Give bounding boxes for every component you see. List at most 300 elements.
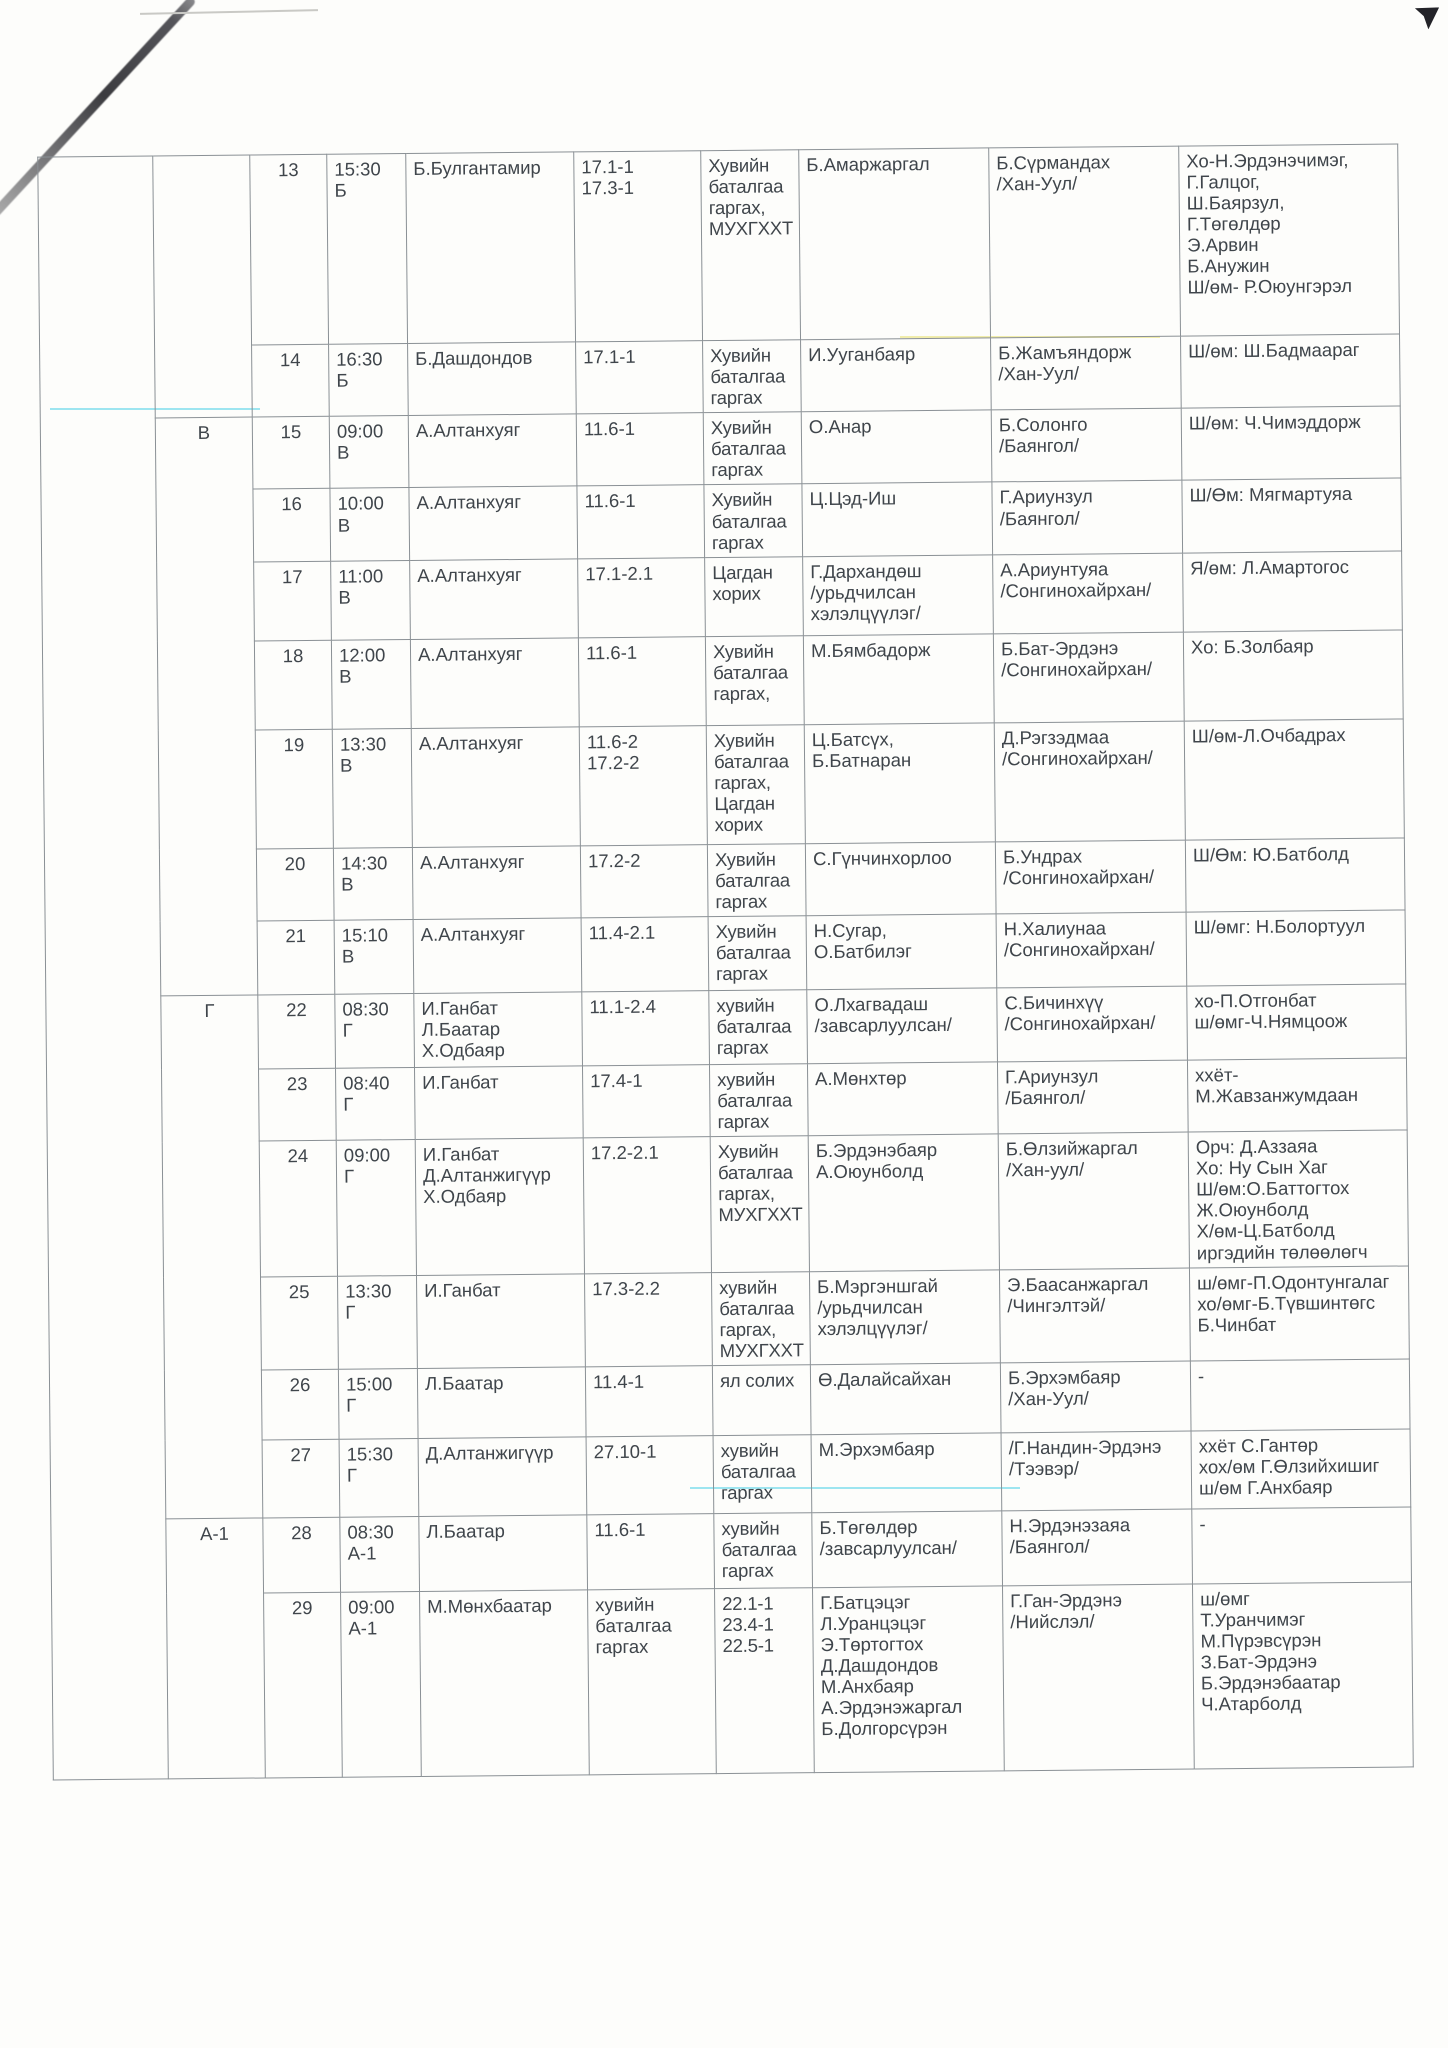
text-line: /Г.Нандин-Эрдэнэ bbox=[1008, 1435, 1162, 1459]
text-line: Э.Баасанжаргал bbox=[1007, 1272, 1149, 1295]
text-line: хувийн bbox=[720, 1439, 779, 1462]
text-line: ш/өмг-Ч.Нямцоож bbox=[1194, 1010, 1348, 1033]
time-cell bbox=[337, 1275, 417, 1369]
text-line: /Баянгол/ bbox=[1009, 1535, 1090, 1558]
text-line: 22 bbox=[286, 998, 307, 1021]
text-line: гаргах bbox=[716, 962, 768, 985]
text-line: хох/өм Г.Өлзийхишиг bbox=[1198, 1454, 1380, 1478]
text-line: Г bbox=[346, 1464, 358, 1486]
text-line: И.Ганбат bbox=[424, 1278, 501, 1301]
text-line: ххёт С.Гантөр bbox=[1198, 1434, 1319, 1457]
text-line: Э.Төртогтох bbox=[820, 1633, 924, 1656]
text-line: 11.1-2.4 bbox=[589, 995, 657, 1018]
person-cell bbox=[802, 482, 993, 556]
row-number-cell bbox=[250, 154, 329, 345]
text-line: /Сонгинохайрхан/ bbox=[1001, 657, 1153, 681]
text-line: МУХГХХТ bbox=[719, 1339, 804, 1361]
text-line: Х.Одбаяр bbox=[423, 1185, 507, 1208]
judge-cell bbox=[408, 414, 577, 488]
text-line: 15:00 bbox=[345, 1373, 393, 1395]
corner-mark-artifact bbox=[1413, 5, 1439, 30]
text-line: 11.4-2.1 bbox=[588, 921, 656, 944]
text-line: В bbox=[341, 945, 355, 967]
text-line: 11.6-2 bbox=[586, 730, 639, 753]
text-line: В bbox=[339, 754, 353, 776]
text-line: 13:30 bbox=[345, 1279, 392, 1302]
text-line: Б.Эрдэнэбаатар bbox=[1200, 1671, 1341, 1694]
text-line: /Сонгинохайрхан/ bbox=[1001, 746, 1153, 770]
text-line: Хувийн bbox=[710, 416, 772, 439]
row-number-cell bbox=[263, 1517, 341, 1593]
scan-line-artifact bbox=[140, 9, 318, 15]
prosecutor-district-cell bbox=[993, 632, 1184, 723]
participants-cell bbox=[1179, 144, 1400, 336]
prosecutor-district-cell bbox=[991, 336, 1182, 410]
text-line: А-1 bbox=[347, 1542, 377, 1564]
text-line: Н.Сугар, bbox=[813, 919, 887, 942]
text-line: Хувийн bbox=[714, 848, 776, 870]
participants-cell bbox=[1185, 838, 1405, 912]
case-number-cell bbox=[578, 557, 706, 637]
judge-cell bbox=[411, 727, 580, 848]
judge-cell bbox=[415, 1138, 584, 1275]
participants-cell bbox=[1187, 984, 1407, 1060]
text-line: Б.Бат-Эрдэнэ bbox=[1000, 636, 1119, 660]
participants-cell bbox=[1182, 478, 1402, 552]
group-label-cell bbox=[166, 1518, 265, 1779]
text-line: гаргах bbox=[711, 459, 763, 481]
hearing-type-cell bbox=[710, 1136, 809, 1272]
text-line: баталгаа bbox=[717, 1089, 793, 1112]
judge-cell bbox=[408, 342, 577, 416]
text-line: М.Эрхэмбаяр bbox=[818, 1437, 935, 1461]
text-line: - bbox=[1199, 1513, 1206, 1535]
text-line: хувийн bbox=[719, 1276, 778, 1298]
text-line: 29 bbox=[291, 1596, 313, 1619]
text-line: /Сонгинохайрхан/ bbox=[1000, 578, 1152, 602]
judge-cell bbox=[410, 638, 579, 729]
text-line: В bbox=[338, 586, 351, 608]
text-line: хувийн bbox=[716, 994, 775, 1017]
text-line: З.Бат-Эрдэнэ bbox=[1200, 1650, 1318, 1673]
time-cell bbox=[327, 154, 408, 345]
case-number-cell bbox=[585, 1366, 713, 1437]
text-line: Г bbox=[345, 1301, 356, 1323]
case-number-cell bbox=[580, 844, 708, 917]
row-number-cell bbox=[252, 344, 330, 417]
text-line: В bbox=[336, 441, 350, 464]
row-number-cell bbox=[254, 640, 332, 730]
row-number-cell bbox=[260, 1276, 338, 1370]
judge-cell bbox=[419, 1515, 588, 1592]
text-line: баталгаа bbox=[713, 661, 789, 683]
text-line: Б.Төгөлдөр bbox=[819, 1516, 918, 1539]
row-number-cell bbox=[259, 1140, 337, 1276]
text-line: 09:00 bbox=[343, 1144, 391, 1166]
case-number-cell bbox=[577, 485, 705, 558]
text-line: Ш/Өм: Мягмартуяа bbox=[1189, 483, 1353, 506]
text-line: 17.3-1 bbox=[581, 176, 635, 199]
text-line: 22.1-1 bbox=[722, 1592, 774, 1615]
text-line: Ш/өм: Ч.Чимэддорж bbox=[1188, 411, 1361, 434]
text-line: Ш/өм-Л.Очбадрах bbox=[1191, 723, 1346, 747]
text-line: ххёт- bbox=[1195, 1064, 1239, 1086]
person-cell bbox=[807, 988, 998, 1064]
text-line: ш/өмг-П.Одонтунгалаг bbox=[1196, 1270, 1390, 1294]
text-line: гаргах bbox=[710, 386, 763, 409]
text-line: баталгаа bbox=[715, 869, 791, 891]
text-line: Г bbox=[204, 999, 215, 1021]
hearing-type-cell bbox=[715, 1588, 815, 1774]
judge-cell bbox=[409, 486, 578, 560]
text-line: Ж.Оюунболд bbox=[1196, 1198, 1309, 1221]
case-number-cell bbox=[584, 1272, 712, 1367]
text-line: 17.4-1 bbox=[590, 1069, 643, 1092]
text-line: Г.Ариунзул bbox=[999, 485, 1093, 508]
text-line: баталгаа bbox=[710, 437, 786, 460]
text-line: О.Лхагвадаш bbox=[814, 992, 929, 1016]
text-line: Д.Рэгзэдмаа bbox=[1001, 726, 1110, 749]
case-number-cell bbox=[587, 1514, 715, 1590]
text-line: А.Ариунтуяа bbox=[1000, 558, 1109, 581]
text-line: 23 bbox=[286, 1072, 308, 1095]
time-cell bbox=[329, 344, 409, 417]
text-line: /урьдчилсан bbox=[817, 1295, 923, 1318]
text-line: М.Бямбадорж bbox=[810, 638, 931, 661]
text-line: Б.Сүрмандах bbox=[996, 151, 1111, 174]
text-line: Т.Уранчимэг bbox=[1200, 1608, 1306, 1631]
participants-cell bbox=[1188, 1130, 1408, 1268]
text-line: Б.Ундрах bbox=[1002, 845, 1083, 868]
text-line: гаргах bbox=[717, 1110, 770, 1133]
text-line: /Хан-Уул/ bbox=[996, 172, 1078, 195]
text-line: А.Алтанхуяг bbox=[416, 491, 522, 514]
hearing-type-cell bbox=[701, 150, 801, 341]
group-label-cell bbox=[161, 995, 263, 1519]
group-label-cell bbox=[155, 417, 258, 996]
text-line: 15:10 bbox=[341, 924, 389, 946]
text-line: /Хан-уул/ bbox=[1005, 1158, 1085, 1181]
prosecutor-district-cell bbox=[999, 1268, 1190, 1363]
text-line: Н.Халиунаа bbox=[1003, 917, 1107, 940]
text-line: /Баянгол/ bbox=[1005, 1086, 1086, 1109]
text-line: 17 bbox=[281, 565, 303, 587]
judge-cell bbox=[414, 992, 583, 1068]
text-line: баталгаа bbox=[720, 1460, 796, 1483]
text-line: 23.4-1 bbox=[722, 1613, 774, 1636]
text-line: 18 bbox=[282, 644, 304, 666]
text-line: Д.Алтанжигүүр bbox=[425, 1441, 554, 1464]
hearing-type-cell bbox=[704, 484, 803, 557]
person-cell bbox=[812, 1511, 1003, 1588]
hearing-type-cell bbox=[713, 1435, 812, 1514]
judge-cell bbox=[418, 1437, 587, 1517]
text-line: Б.Эрхэмбаяр bbox=[1007, 1366, 1121, 1389]
text-line: В bbox=[341, 873, 354, 895]
text-line: 13 bbox=[277, 159, 299, 181]
row-number-cell bbox=[258, 994, 336, 1069]
text-line: МУХГХХТ bbox=[718, 1203, 803, 1226]
text-line: И.Ганбат bbox=[422, 1143, 500, 1166]
text-line: В bbox=[197, 422, 211, 444]
text-line: Хо: Ну Сын Хаг bbox=[1195, 1156, 1328, 1179]
row-number-cell bbox=[253, 489, 331, 562]
text-line: /Сонгинохайрхан/ bbox=[1004, 1011, 1156, 1035]
case-number-cell bbox=[578, 636, 706, 726]
text-line: /завсарлуулсан/ bbox=[814, 1013, 953, 1037]
text-line: 15:30 bbox=[334, 158, 381, 180]
text-line: /Чингэлтэй/ bbox=[1007, 1294, 1106, 1317]
text-line: 25 bbox=[288, 1280, 310, 1302]
text-line: А.Алтанхуяг bbox=[418, 731, 524, 754]
text-line: /Хан-Уул/ bbox=[1008, 1387, 1089, 1410]
text-line: Б bbox=[334, 179, 347, 201]
case-number-cell bbox=[586, 1436, 714, 1515]
text-line: Хувийн bbox=[713, 729, 775, 751]
text-line: /завсарлуулсан/ bbox=[819, 1536, 958, 1560]
text-line: 15:30 bbox=[346, 1443, 394, 1465]
text-line: Г.Галцог, bbox=[1186, 170, 1260, 193]
hearing-type-cell bbox=[703, 340, 802, 413]
text-line: 17.1-2.1 bbox=[585, 562, 654, 585]
text-line: Б.Чинбат bbox=[1197, 1313, 1277, 1336]
case-number-cell bbox=[579, 725, 707, 845]
time-cell bbox=[334, 919, 414, 994]
judge-cell bbox=[413, 918, 582, 994]
text-line: Б.Долгорсүрэн bbox=[821, 1717, 948, 1740]
judge-cell bbox=[412, 846, 581, 920]
text-line: баталгаа bbox=[595, 1614, 672, 1637]
text-line: Ч.Атарболд bbox=[1201, 1692, 1302, 1715]
prosecutor-district-cell bbox=[998, 1132, 1189, 1269]
person-cell bbox=[809, 1270, 1000, 1365]
judge-cell bbox=[406, 152, 576, 344]
text-line: гаргах bbox=[721, 1559, 774, 1582]
text-line: гаргах, bbox=[714, 771, 771, 793]
text-line: М.Жавзанжумдаан bbox=[1195, 1083, 1359, 1107]
text-line: /Нийслэл/ bbox=[1010, 1610, 1095, 1633]
text-line: баталгаа bbox=[719, 1297, 795, 1319]
text-line: 17.1-1 bbox=[583, 345, 636, 368]
participants-cell bbox=[1192, 1507, 1412, 1584]
text-line: хо/өмг-Б.Түвшинтөгс bbox=[1197, 1291, 1376, 1315]
text-line: хувийн bbox=[721, 1517, 780, 1540]
text-line: 09:00 bbox=[336, 420, 384, 442]
text-line: Г.Батцэцэг bbox=[820, 1591, 911, 1614]
text-line: 13:30 bbox=[339, 732, 387, 755]
group-label-cell bbox=[153, 155, 253, 418]
text-line: Б.Жамъяндорж bbox=[998, 341, 1132, 364]
text-line: Л.Уранцэцэг bbox=[820, 1612, 927, 1635]
time-cell bbox=[341, 1591, 422, 1777]
row-number-cell bbox=[261, 1369, 339, 1440]
text-line: хо-П.Отгонбат bbox=[1194, 989, 1317, 1012]
text-line: Ц.Цэд-Иш bbox=[809, 487, 897, 510]
text-line: Хувийн bbox=[717, 1140, 779, 1163]
row-number-cell bbox=[259, 1068, 337, 1141]
text-line: гаргах, bbox=[708, 196, 766, 219]
text-line: Ш/өмг: Н.Болортуул bbox=[1193, 914, 1366, 938]
text-line: хэлэлцүүлэг/ bbox=[810, 601, 921, 625]
text-line: Б.Амаржаргал bbox=[806, 153, 930, 176]
text-line: Г.Ариунзул bbox=[1005, 1065, 1099, 1088]
text-line: гаргах bbox=[595, 1635, 649, 1658]
case-number-cell bbox=[582, 991, 710, 1066]
text-line: Л.Баатар bbox=[426, 1520, 505, 1542]
time-cell bbox=[329, 416, 409, 489]
text-line: 14 bbox=[279, 349, 301, 371]
text-line: Я/өм: Л.Амартогос bbox=[1190, 555, 1350, 579]
time-cell bbox=[340, 1516, 420, 1592]
prosecutor-district-cell bbox=[993, 553, 1184, 634]
text-line: И.Ганбат bbox=[421, 997, 498, 1019]
judge-cell bbox=[416, 1274, 585, 1369]
text-line: Х/өм-Ц.Батболд bbox=[1196, 1219, 1335, 1242]
text-line: Хувийн bbox=[710, 344, 771, 367]
text-line: Г.Төгөлдөр bbox=[1186, 212, 1281, 235]
time-cell bbox=[336, 1140, 416, 1276]
text-line: ш/өм Г.Анхбаяр bbox=[1198, 1476, 1333, 1499]
text-line: 21 bbox=[285, 924, 307, 947]
table-row bbox=[40, 406, 1401, 491]
text-line: гаргах, bbox=[719, 1318, 777, 1340]
text-line: 17.2-2.1 bbox=[590, 1141, 659, 1164]
case-number-cell bbox=[576, 341, 704, 414]
text-line: Хувийн bbox=[708, 154, 770, 177]
text-line: баталгаа bbox=[713, 750, 789, 772]
text-line: хувийн bbox=[717, 1068, 776, 1091]
text-line: Б.Булгантамир bbox=[413, 156, 541, 179]
text-line: баталгаа bbox=[717, 1161, 793, 1184]
person-cell bbox=[810, 1363, 1001, 1435]
schedule-table bbox=[37, 144, 1414, 1781]
prosecutor-district-cell bbox=[1001, 1431, 1192, 1511]
text-line: Хувийн bbox=[712, 640, 774, 662]
text-line: А.Мөнхтөр bbox=[815, 1067, 907, 1090]
person-cell bbox=[804, 723, 995, 844]
text-line: Хо: Б.Золбаяр bbox=[1190, 635, 1314, 658]
participants-cell bbox=[1190, 1359, 1410, 1431]
hearing-type-cell bbox=[703, 412, 802, 485]
margin-column bbox=[38, 156, 169, 1780]
schedule-body bbox=[38, 144, 1414, 1780]
text-line: /урьдчилсан bbox=[810, 580, 916, 603]
text-line: 11.4-1 bbox=[592, 1370, 645, 1393]
hearing-type-cell bbox=[705, 635, 804, 725]
text-line: /Сонгинохайрхан/ bbox=[1003, 937, 1155, 961]
text-line: /Тээвэр/ bbox=[1008, 1457, 1080, 1480]
time-cell bbox=[336, 1067, 416, 1140]
case-number-cell bbox=[581, 917, 709, 992]
time-cell bbox=[332, 728, 412, 848]
text-line: 11.6-1 bbox=[583, 418, 636, 440]
text-line: Г bbox=[343, 1093, 354, 1115]
text-line: Орч: Д.Аззаяа bbox=[1195, 1135, 1318, 1158]
text-line: В bbox=[337, 514, 351, 536]
prosecutor-district-cell bbox=[989, 146, 1181, 338]
text-line: /Хан-Уул/ bbox=[998, 362, 1080, 385]
case-number-cell bbox=[574, 151, 703, 342]
text-line: А.Оюунболд bbox=[815, 1160, 924, 1183]
text-line bbox=[160, 160, 242, 161]
text-line: Б.Анужин bbox=[1187, 255, 1270, 277]
text-line: Ш/өм: Ш.Бадмаараг bbox=[1188, 338, 1360, 362]
prosecutor-district-cell bbox=[995, 840, 1186, 914]
hearing-type-cell bbox=[709, 1064, 808, 1137]
text-line: М.Пүрэвсүрэн bbox=[1200, 1629, 1322, 1652]
case-number-cell bbox=[582, 1065, 710, 1138]
text-line: 16:30 bbox=[336, 348, 383, 370]
hearing-type-cell bbox=[706, 724, 805, 844]
prosecutor-district-cell bbox=[991, 408, 1182, 482]
text-line: А.Алтанхуяг bbox=[415, 419, 521, 442]
hearing-type-cell bbox=[712, 1365, 811, 1436]
text-line: баталгаа bbox=[711, 509, 787, 532]
row-number-cell bbox=[257, 920, 335, 995]
text-line: 08:30 bbox=[347, 1521, 394, 1543]
row-number-cell bbox=[252, 417, 330, 490]
text-line: Ш/өм- Р.Оюунгэрэл bbox=[1187, 275, 1353, 299]
text-line: Н.Эрдэнэзаяа bbox=[1009, 1514, 1131, 1537]
text-line: С.Бичинхүү bbox=[1004, 991, 1104, 1014]
text-line: 17.3-2.2 bbox=[592, 1277, 661, 1299]
hearing-type-cell bbox=[714, 1513, 813, 1589]
text-line: Э.Арвин bbox=[1187, 234, 1259, 256]
text-line: хэлэлцүүлэг/ bbox=[817, 1316, 928, 1339]
text-line: баталгаа bbox=[715, 941, 791, 964]
person-cell bbox=[811, 1433, 1002, 1513]
time-cell bbox=[339, 1438, 419, 1517]
participants-cell bbox=[1184, 719, 1404, 840]
prosecutor-district-cell bbox=[994, 721, 1185, 842]
participants-cell bbox=[1189, 1266, 1409, 1361]
text-line: 22.5-1 bbox=[722, 1634, 774, 1657]
text-line: ш/өмг bbox=[1200, 1587, 1250, 1610]
text-line: 08:30 bbox=[342, 998, 389, 1020]
text-line: хорих bbox=[712, 582, 761, 604]
person-cell bbox=[805, 842, 996, 916]
text-line: 27 bbox=[290, 1443, 312, 1466]
prosecutor-district-cell bbox=[997, 986, 1188, 1062]
table-row bbox=[46, 984, 1407, 1071]
person-cell bbox=[808, 1134, 999, 1271]
text-line: 14:30 bbox=[340, 851, 388, 874]
text-line: хувийн bbox=[595, 1593, 655, 1616]
person-cell bbox=[803, 634, 994, 725]
text-line: 12:00 bbox=[338, 643, 386, 666]
text-line: Д.Дашдондов bbox=[820, 1654, 939, 1677]
text-line: Б.Өлзийжаргал bbox=[1005, 1137, 1138, 1160]
text-line: Г.Дархандөш bbox=[810, 559, 922, 582]
text-line: О.Батбилэг bbox=[813, 940, 912, 963]
hearing-type-cell bbox=[705, 556, 804, 636]
case-number-cell bbox=[583, 1137, 711, 1274]
case-number-cell bbox=[576, 413, 704, 486]
row-number-cell bbox=[262, 1439, 340, 1518]
text-line: иргэдийн төлөөлөгч bbox=[1196, 1240, 1368, 1264]
text-line: Г bbox=[342, 1019, 353, 1041]
text-line: Л.Баатар bbox=[424, 1372, 504, 1394]
text-line: А.Алтанхуяг bbox=[420, 922, 526, 945]
text-line: 08:40 bbox=[343, 1072, 390, 1094]
text-line: Б.Батнаран bbox=[811, 748, 912, 771]
text-line: /Баянгол/ bbox=[998, 434, 1080, 457]
judge-cell bbox=[414, 1066, 583, 1140]
case-number-cell bbox=[588, 1589, 717, 1775]
text-line: А.Алтанхуяг bbox=[419, 850, 525, 873]
time-cell bbox=[331, 639, 411, 729]
text-line: баталгаа bbox=[716, 1015, 792, 1038]
